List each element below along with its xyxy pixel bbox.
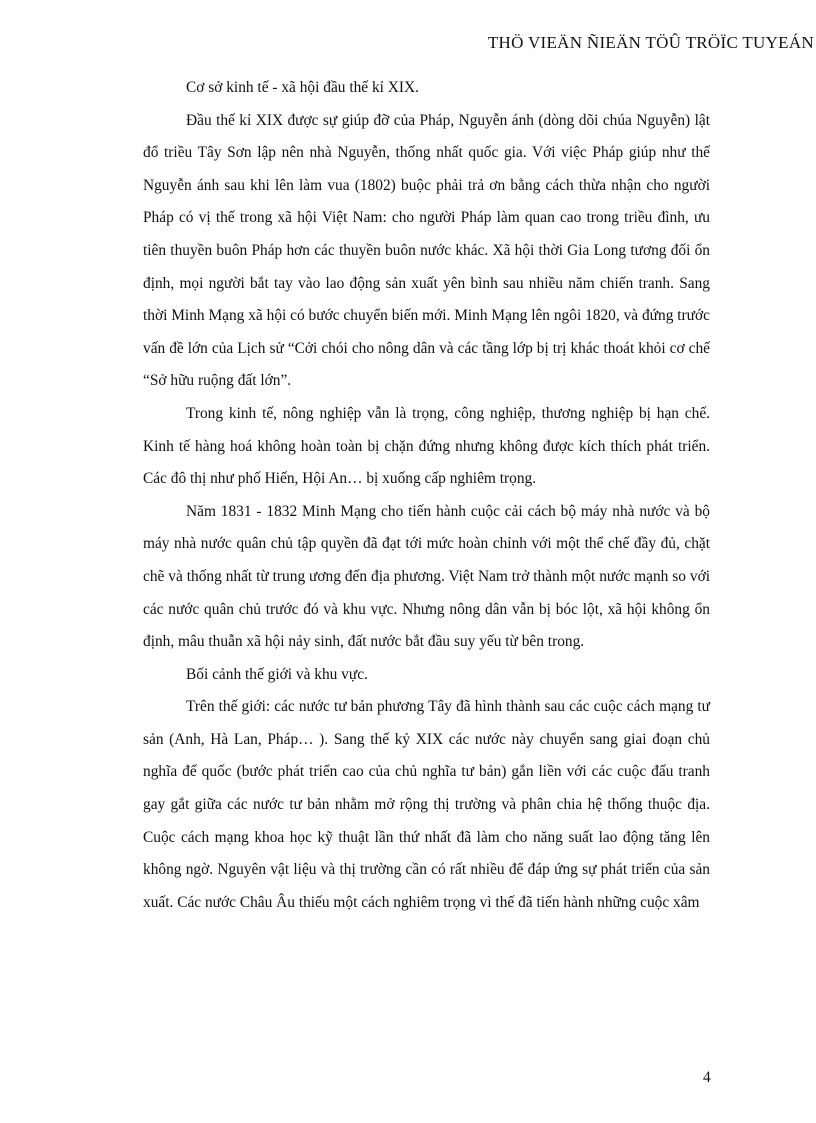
page-number: 4 <box>703 1069 711 1086</box>
document-body <box>143 72 710 919</box>
running-header: THÖ VIEÄN ÑIEÄN TÖÛ TRÖÏC TUYEÁN <box>487 33 814 52</box>
paragraph: Đầu thế kỉ XIX được sự giúp đỡ của Pháp, Nguyễn ánh (dòng dõi chúa Nguyễn) lật đổ triều Tây Sơn lập nên nhà Nguyễn, thống nhất quốc gia. Với việc Pháp giúp như thế Nguyễn ánh sau khi lên làm vua (1802) buộc phải trả ơn bằng cách thừa nhận cho người Pháp có vị thế trong xã hội Việt Nam: cho người Pháp làm quan cao trong triều đình, ưu tiên thuyền buôn Pháp hơn các thuyền buôn nước khác. Xã hội thời Gia Long tương đối ổn định, mọi người bắt tay vào lao động sản xuất yên bình sau nhiều năm chiến tranh. Sang thời Minh Mạng xã hội có bước chuyển biến mới. Minh Mạng lên ngôi 1820, và đứng trước vấn đề lớn của Lịch sử “Cởi chói cho nông dân và các tầng lớp bị trị khác thoát khỏi cơ chế “Sở hữu ruộng đất lớn”. <box>143 111 710 390</box>
paragraph: Trong kinh tế, nông nghiệp vẫn là trọng, công nghiệp, thương nghiệp bị hạn chế. Kinh tế hàng hoá không hoàn toàn bị chặn đứng nhưng không được kích thích phát triển. Các đô thị như phố Hiến, Hội An… bị xuống cấp nghiêm trọng. <box>143 404 710 488</box>
paragraph: Trên thế giới: các nước tư bản phương Tây đã hình thành sau các cuộc cách mạng tư sản (Anh, Hà Lan, Pháp… ). Sang thế kỷ XIX các nước này chuyển sang giai đoạn chủ nghĩa đế quốc (bước phát triển cao của chủ nghĩa tư bản) gắn liền với các cuộc đấu tranh gay gắt giữa các nước tư bản nhằm mở rộng thị trường và phân chia hệ thống thuộc địa. Cuộc cách mạng khoa học kỹ thuật lần thứ nhất đã làm cho năng suất lao động tăng lên không ngờ. Nguyên vật liệu và thị trường cần có rất nhiều để đáp ứng sự phát triển của sản xuất. Các nước Châu Âu thiếu một cách nghiêm trọng vì thế đã tiến hành những cuộc xâm <box>143 698 710 911</box>
paragraph: Bối cảnh thế giới và khu vực. <box>186 665 368 683</box>
paragraph: Cơ sở kinh tế - xã hội đầu thế kỉ XIX. <box>186 79 419 96</box>
paragraph: Năm 1831 - 1832 Minh Mạng cho tiến hành cuộc cải cách bộ máy nhà nước và bộ máy nhà nước quân chủ tập quyền đã đạt tới mức hoàn chỉnh với một thể chế đầy đủ, chặt chẽ và thống nhất từ trung ương đến địa phương. Việt Nam trở thành một nước mạnh so với các nước quân chủ trước đó và khu vực. Nhưng nông dân vẫn bị bóc lột, xã hội không ổn định, mâu thuẫn xã hội nảy sinh, đất nước bắt đầu suy yếu từ bên trong. <box>143 502 710 651</box>
